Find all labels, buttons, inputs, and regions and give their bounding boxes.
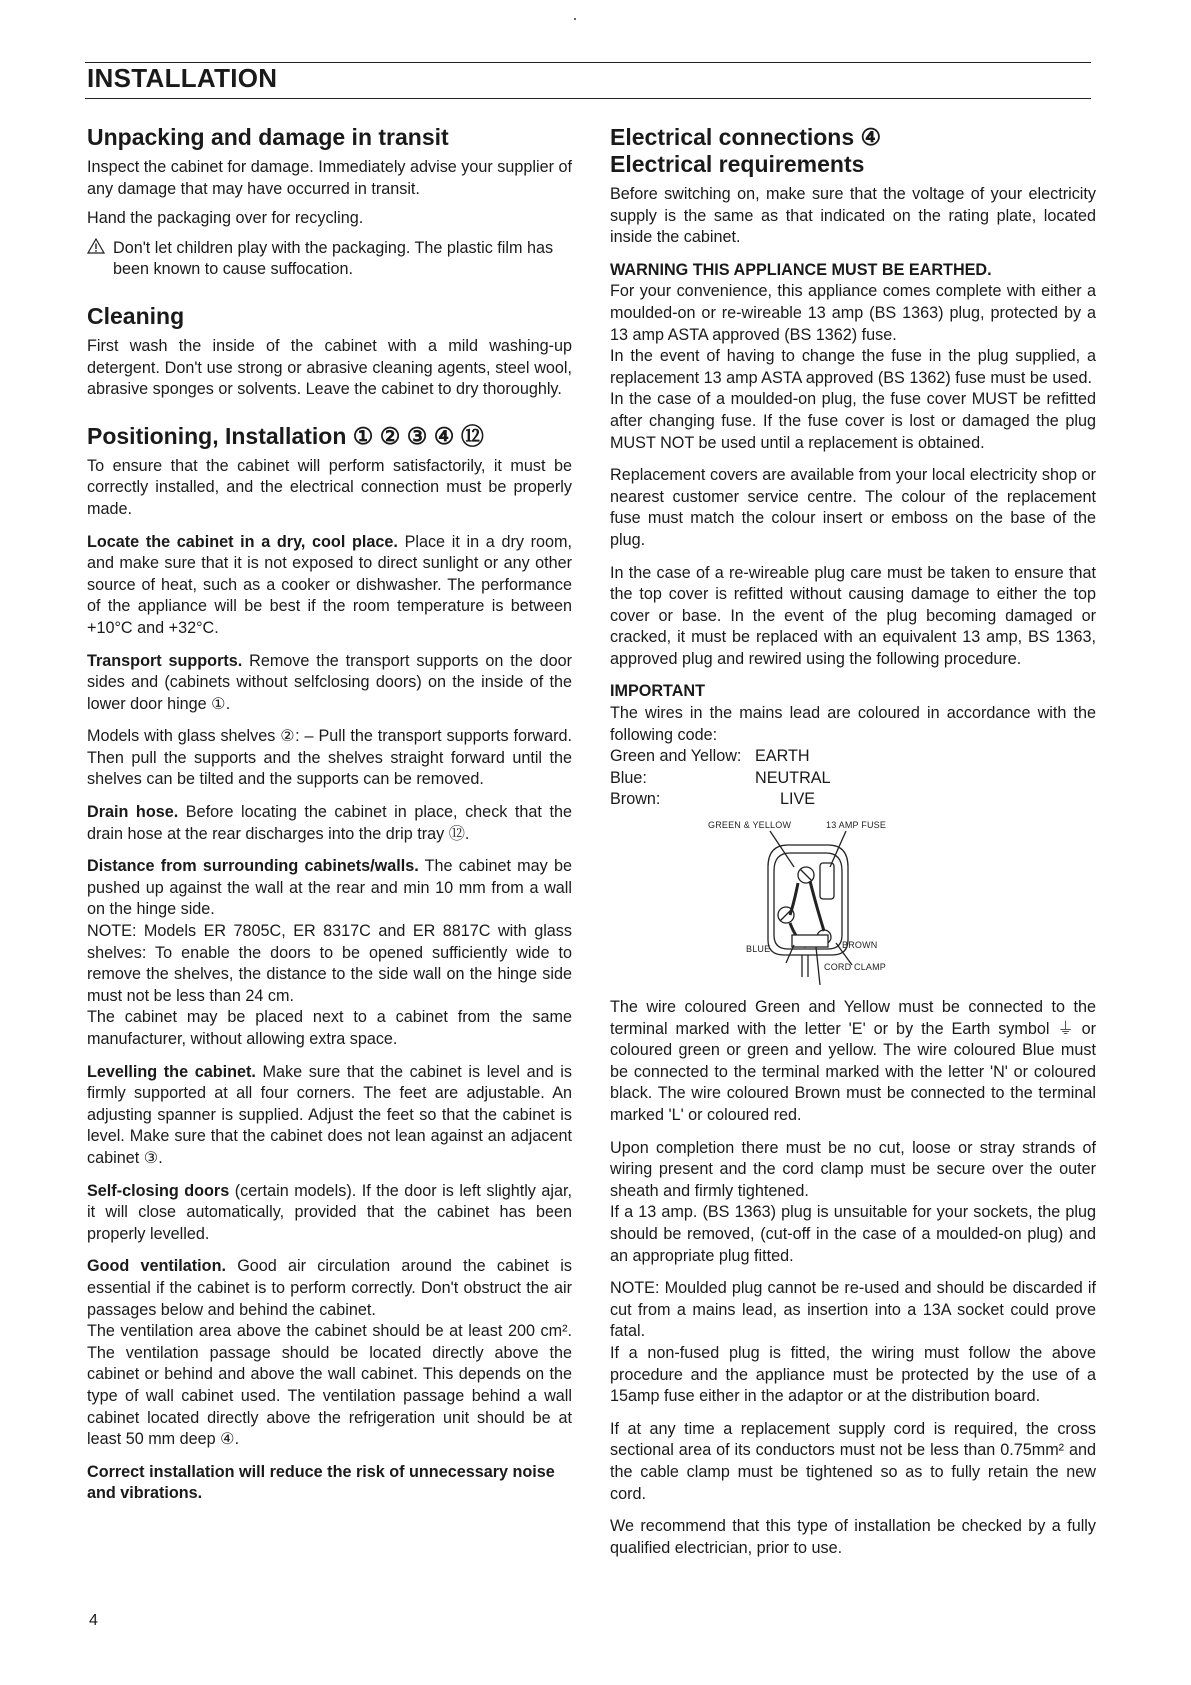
suffocation-warning [87,238,572,281]
drain-text: Before locating the cabinet in place, check that the drain hose at the rear discharges into the drip tray ⑫. [87,803,572,843]
recommendation-paragraph: We recommend that this type of installation be checked by a fully qualified electrician, prior to use. [610,1517,1096,1557]
label-13-amp-fuse: 13 AMP FUSE [826,820,887,831]
levelling-paragraph [87,1062,572,1170]
left-column [87,120,572,1516]
wire-colour-table [610,746,1096,811]
label-green-yellow: GREEN & YELLOW [708,820,792,831]
wire-function: NEUTRAL [755,768,831,787]
transport-paragraph [87,651,572,716]
scan-speck [574,18,576,20]
levelling-label: Levelling the cabinet. [87,1062,256,1081]
transport-text: Remove the transport supports on the door sides and (cabinets without selfclosing doors) on the inside of the lower door hinge ①. [87,651,572,713]
wire-colour: Brown: [610,790,661,809]
label-cord-clamp: CORD CLAMP [824,962,887,973]
selfclosing-text: (certain models). If the door is left slightly ajar, it will close automatically, provided that the cabinet has been properly levelled. [87,1181,572,1243]
selfclosing-label: Self-closing doors [87,1181,230,1200]
heading-electrical-connections: Electrical connections ④ [610,124,882,150]
plug-paragraph: For your convenience, this appliance comes complete with either a moulded-on or re-wireable 13 amp (BS 1363) plug, protected by a 13 amp ASTA approved (BS 1362) fuse. [610,282,1096,344]
wire-colour: Green and Yellow: [610,747,742,766]
ventilation-text: Good air circulation around the cabinet is essential if the cabinet is to perform correctly. Don't obstruct the air passages below and behind the cabinet. [87,1257,572,1319]
heading-unpacking: Unpacking and damage in transit [87,124,449,150]
rewireable-paragraph: In the case of a re-wireable plug care must be taken to ensure that the top cover is refitted without causing damage to either the top cover or base. In the event of the plug becoming damaged or cracked, it must be replaced with an equivalent 13 amp, BS 1363, approved plug and rewired using the following procedure. [610,563,1096,668]
ventilation-label: Good ventilation. [87,1257,226,1276]
locate-paragraph [87,532,572,640]
unsuitable-plug-paragraph: If a 13 amp. (BS 1363) plug is unsuitable for your sockets, the plug should be removed, (cut-off in the case of a moulded-on plug) and an appropriate plug fitted. [610,1203,1096,1265]
same-manufacturer-paragraph: The cabinet may be placed next to a cabinet from the same manufacturer, without allowing extra space. [87,1008,572,1048]
levelling-text: Make sure that the cabinet is level and is firmly supported at all four corners. The feet are adjustable. An adjusting spanner is supplied. Adjust the feet so that the cabinet is level. Make sure that the cabinet does not lean against an adjacent cabinet ③. [87,1062,572,1167]
wire-connection-paragraph: The wire coloured Green and Yellow must be connected to the terminal marked with the letter 'E' or by the Earth symbol ⏚ or coloured green or green and yellow. The wire coloured Blue must be connected to the terminal marked with the letter 'N' or coloured black. The wire coloured Brown must be connected to the terminal marked 'L' or coloured red. [610,998,1096,1124]
closing-statement: Correct installation will reduce the risk of unnecessary noise and vibrations. [87,1462,555,1503]
wire-code-intro: The wires in the mains lead are coloured in accordance with the following code: [610,704,1096,744]
label-blue: BLUE [746,944,771,955]
drain-paragraph [87,802,572,845]
wire-colour: Blue: [610,768,647,787]
recycling-paragraph: Hand the packaging over for recycling. [87,209,364,228]
earth-warning: WARNING THIS APPLIANCE MUST BE EARTHED. [610,260,992,279]
moulded-plug-paragraph: In the case of a moulded-on plug, the fuse cover MUST be refitted after changing fuse. If the fuse cover is lost or damaged the plug MUST NOT be used until a replacement is obtained. [610,390,1096,452]
models-note: NOTE: Models ER 7805C, ER 8317C and ER 8817C with glass shelves: To enable the doors to be opened sufficiently wide to remove the shelves, the distance to the side wall on the hinge side must not be less than 24 cm. [87,922,572,1005]
wire-code-row [610,768,1096,790]
moulded-note: NOTE: Moulded plug cannot be re-used and should be discarded if cut from a mains lead, as insertion into a 13A socket could prove fatal. [610,1279,1096,1341]
distance-label: Distance from surrounding cabinets/walls. [87,857,419,876]
ventilation-details: The ventilation area above the cabinet should be at least 200 cm². The ventilation passage should be located directly above the cabinet or behind and above the wall cabinet. This depends on the type of wall cabinet used. The ventilation passage behind a wall cabinet located directly above the refrigeration unit should be at least 50 mm deep ④. [87,1322,572,1449]
distance-text: The cabinet may be pushed up against the wall at the rear and min 10 mm from a wall on the hinge side. [87,857,572,919]
wire-function: LIVE [780,790,816,809]
warning-triangle-icon [87,238,113,281]
glass-shelves-paragraph: Models with glass shelves ②: – Pull the transport supports forward. Then pull the supports and the shelves straight forward until the shelves can be tilted and the supports can be removed. [87,727,572,789]
replacement-cord-paragraph: If at any time a replacement supply cord is required, the cross sectional area of its conductors must not be less than 0.75mm² and the cable clamp must be tightened so as to fully retain the new cord. [610,1419,1096,1503]
cleaning-paragraph: First wash the inside of the cabinet with a mild washing-up detergent. Don't use strong or abrasive cleaning agents, steel wool, abrasive sponges or solvents. Leave the cabinet to dry thoroughly. [87,336,572,399]
selfclosing-paragraph [87,1181,572,1246]
wire-function: EARTH [755,747,810,766]
heading-positioning: Positioning, Installation ① ② ③ ④ ⑫ [87,422,484,449]
unpacking-paragraph: Inspect the cabinet for damage. Immediately advise your supplier of any damage that may have occurred in transit. [87,158,572,198]
drain-label: Drain hose. [87,803,179,822]
locate-text: Place it in a dry room, and make sure that it is not exposed to direct sunlight or any other source of heat, such as a cooker or dishwasher. The performance of the appliance will be best if the room temperature is between +10°C and +32°C. [87,532,572,637]
wire-code-row [610,746,1096,768]
voltage-paragraph: Before switching on, make sure that the voltage of your electricity supply is the same as that indicated on the rating plate, located inside the cabinet. [610,185,1096,247]
plug-wiring-diagram [610,815,1096,1027]
non-fused-paragraph: If a non-fused plug is fitted, the wiring must follow the above procedure and the appliance must be protected by the use of a 15amp fuse either in the adaptor or at the distribution board. [610,1343,1096,1406]
covers-paragraph: Replacement covers are available from your local electricity shop or nearest customer service centre. The colour of the replacement fuse must match the colour insert or emboss on the base of the plug. [610,466,1096,549]
page-title: INSTALLATION [87,63,278,93]
heading-cleaning: Cleaning [87,302,185,329]
header-rule-bottom [85,98,1091,99]
distance-paragraph [87,856,572,921]
page-number: 4 [89,1612,98,1629]
transport-label: Transport supports. [87,651,243,670]
ventilation-paragraph [87,1256,572,1321]
wire-code-row [610,789,1096,811]
label-brown: BROWN [842,940,878,951]
right-column [610,120,1096,1570]
warning-text: Don't let children play with the packaging. The plastic film has been known to cause suffocation. [113,238,554,279]
fuse-replacement-paragraph: In the event of having to change the fuse in the plug supplied, a replacement 13 amp ASTA approved (BS 1362) fuse must be used. [610,347,1096,387]
positioning-intro: To ensure that the cabinet will perform satisfactorily, it must be correctly installed, and the electrical connection must be properly made. [87,456,572,518]
locate-label: Locate the cabinet in a dry, cool place. [87,532,398,551]
completion-paragraph: Upon completion there must be no cut, loose or stray strands of wiring present and the cord clamp must be secure over the outer sheath and firmly tightened. [610,1138,1096,1200]
heading-electrical-requirements: Electrical requirements [610,151,865,177]
important-label: IMPORTANT [610,682,706,701]
